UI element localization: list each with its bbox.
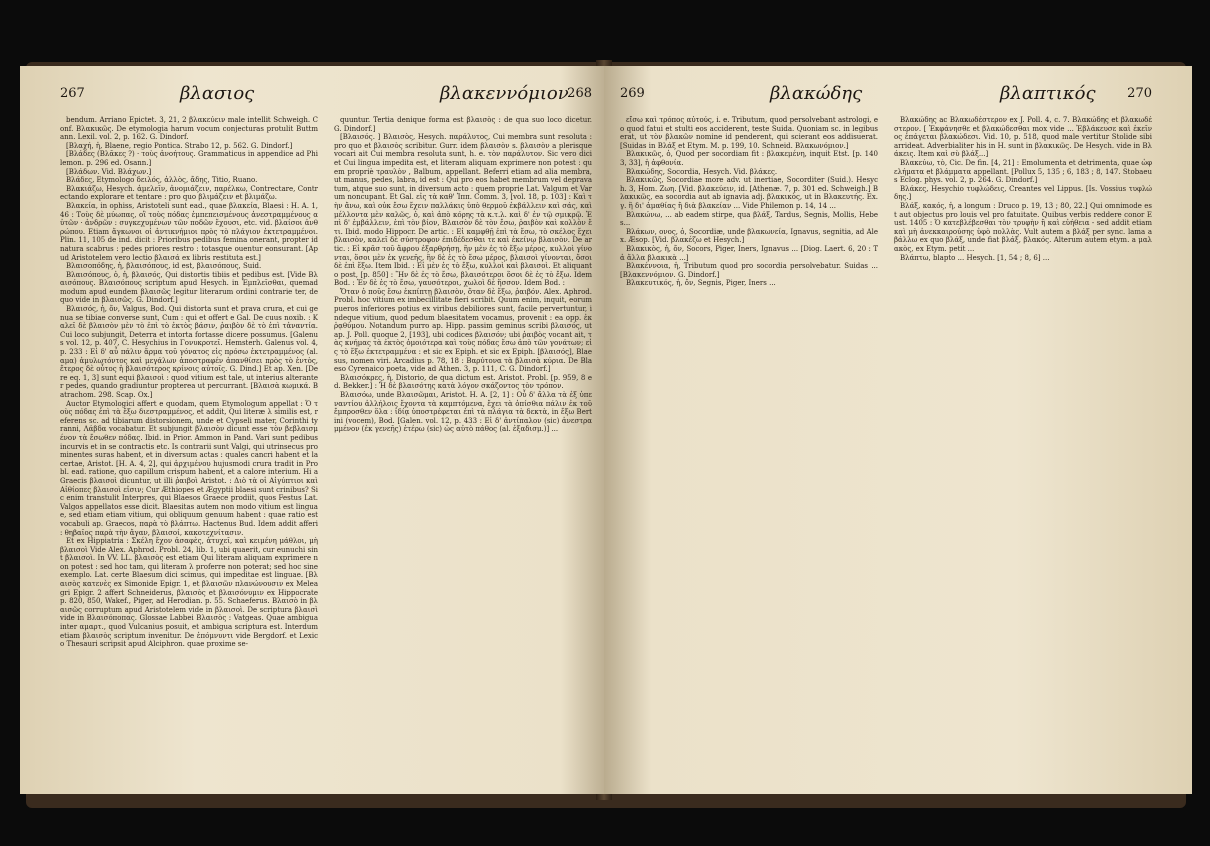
paragraph: Auctor Etymologici affert e quodam, quem Etymologum appellat : Ὁ τοὺς πόδας ἐπὶ τὰ ἔξω διεστραμμένος, et addit, Qui literæ λ similis est, referens sc. ad tibiarum distorsionem, unde et Cypseli mater, Corinthi tyranni, Λάβδα vocabatur. Et subjungit βλαισὸν dicunt esse τὸν βεβλαισμένον τὰ ἔσωθεν πόδας. Ibid. in Prior. Ammon in Pand. Vari sunt pedibus incurvis et in se contractis etc. Is contrarii sunt Valgi, qui utrinsecus prominentes suras habent, et in diversum actas : quales cancri habent et lacertae, Aristot. [H. A. 4, 2], qui ἀρχιμένου hujusmodi crura tradit in Probl. ead. ratione, quo capillum crispum habent, et a calore interium. Hi a Graecis βλαισοὶ dicuntur, ut illi ῥαιβοὶ Aristot. : Διὸ τὰ οἱ Αἰγύπτιοι καὶ Αἰθίοπες βλαισοὶ εἰσιν; Cur Æthiopes et Ægyptii blaesi sunt crinibus? Sic enim transtulit Interpres, qui Blaesos Graece prodiit, quos Festus Lat. Valgos appellatos esse dicit. Blaesitas autem non modo vitium est linguae, sed etiam etiam vitium, qui obliquum genuum habent : quae ratio est vocabuli ap. Graecos, παρὰ τὸ βλάπτω. Hactenus Bud. Idem addit afferi : θηβαῖος παρὰ τὴν ἄγαν, βλαισοί, κακοτεχνίτασιν. [60, 399, 318, 537]
paragraph: [Βλάδες (Βλᾶκες ?) · τοὺς ἀνοήτους. Grammaticus in appendice ad Philemon. p. 296 ed. Osann.] [60, 150, 318, 167]
page-number: 270 [1127, 86, 1152, 101]
paragraph: [Βλαισός. ] Βλαισὸς, Hesych. παράλυτος, Cui membra sunt resoluta : pro quo et βλαισὸς scribitur. Gurr. idem βλαισὸν s. βλαισὸν a plerisque vocari ait Cui membra resoluta sunt, h. e. τὸν παράλυτον. Sic vero dici et Cui lingua impedita est, et literam aliquam exprimere non potest : quem propriè τραυλὸν , Balbum, appellant. Beferri etiam ad alia membra, ut manus, pedes, labra, id est : Qui pro eos habet membrum vel depravatum, atque suo sunt, in diversum acto : quem proprie Lat. Valgum et Varum noncupant. Et Gal. εἰς τὰ καθ' Ἱππ. Comm. 3, [vol. 18, p. 103] : Καὶ τὴν ἄνω, καὶ οὐκ ἔσω ἔχειν παλλάκις ὑπὸ θερμοῦ ἐκβάλλειν καὶ σάς, καὶ μέλλοντα μὲν καλῶς, ὁ, καὶ ἀπὸ κόρης τὰ κ.τ.λ. καὶ δ' ἐν τῷ σμικρῷ. Ἐπὶ δ' ἐμβάλλειν, ἐπὶ τὸν βίον, Βλαισὸν δὲ τὸν ἔσω, ῥαιβὸν καὶ κολλὸν ἔτι. Ibid. modo Hippocr. De artic. : Εἰ καμφθῇ ἐπὶ τὰ ἔσω, τὸ σκέλος ἔχει βλαισὸν, καλεῖ δὲ σύστροφον ἐπιδέδεσθαι τε καὶ ἐκείνῳ βλαισὸν. De artic. : Εἰ κρᾶσ τοῦ ἄφρου ἐξαρθρήσῃ, ἢν μὲν ἐς τὸ ἔξω μέρος, κυλλοὶ γίνονται, ὅσοι μὲν ἐκ γενεῆς, ἢν δὲ ἐς τὸ ἔσω μέρος, βλαισοὶ γίνονται, ὅσοι δὲ ἐπὶ ἔξω. Item Ibid. : Εἰ μὲν ἐς τὸ ἔξω, κυλλοὶ καὶ βλαισοὶ. Et aliquanto post, [p. 850] : Ἢν δὲ ἐς τὸ ἔσω, βλαισότεροι ὅσοι δὲ ἐς τὸ ἔξω. Idem Bod. : Ἐν δὲ ἐς τὸ ἔσω, γαυσότεροι, χωλοὶ δὲ ἥσσον. Idem Bod. : [334, 133, 592, 288]
paragraph: Βλακεία, in ophiss, Aristoteli sunt ead., quae βλακεία, Blaesi : H. A. 1, 46 : Τοὺς δὲ μύωπας, οἳ τοὺς πόδας ἐμπεπεισμένους ἀνεστραμμένους αὐτῶν · ἀνδρῶν : συγκεχυμένων τῶν ποδῶν ἔχουσι, etc. vid. βλαίσοι ἀνθρώπου. Etiam ἄγκωνοι οἱ ἀντικνήμιοι πρὸς τὸ πλάγιον ἐκτετραμμένοι. Plin. 11, 105 de ind. dicit : Prioribus pedibus femina onerant, propter id natura scabrus : pedes priores restro : totasque ouentur eonsurant. [Apud Aristotelem vero lectio βλαισά ex libris restituta est.] [60, 201, 318, 262]
left-page-header [60, 83, 592, 108]
left-page [20, 66, 608, 794]
text-column [894, 116, 1152, 794]
paragraph: Βλακώδης ac Βλακωδέστερον ex J. Poll. 4, c. 7. Βλακώδης et βλακωδέστερον. [ Ἐκφάνησθε et βλακώδεσθαι mox vide ... Ἐβλάκευσε καὶ ἐκεῖνος ἐπάγεται βλακώδεσι. Vid. 10, p. 518, quod male vertitur Stolide sibi arrideat. Adverbialiter his in H. sunt in βλακικῶς. De Hesych. vide in Βλάκεις. Item καὶ σὺ βλάξ...] [894, 116, 1152, 159]
paragraph: Βλαισόπους, ὁ, ἡ, βλαισός, Qui distortis tibiis et pedibus est. [Vide Βλαισόπους. Βλαισόπους scriptum apud Hesych. in Ἐμπλεῖσθαι, quemadmodum apud eundem βλαισῶς legitur literarum ordini contrarie ter, de quo vide in βλαισῶς. G. Dindorf.] [60, 270, 318, 305]
paragraph: Βλακικῶς, ὁ, Quod per socordiam fit : βλακεμένη, inquit Etst. [p. 1403, 33], ἡ ἀφθονία. [620, 150, 878, 167]
catchword: βλασιος [180, 83, 255, 104]
paragraph: Βλακέννοια, ἡ, Tributum quod pro socordia persolvebatur. Suidas ... [Βλακεννόμιον. G. Dindorf.] [620, 262, 878, 279]
paragraph: Βλαισός, ἡ, ὄν, Valgus, Bod. Qui distorta sunt et prava crura, et cui genua se tibiae converse sunt, Cum : qui et offert e Gal. De cuus noxib. : Καλεῖ δὲ βλαισὸν μὲν τὸ ἐπὶ τὸ ἐκτὸς βάσιν, ῥαιβὸν δὲ τὸ ἐπὶ τἀναντία. Cui loco subjungit, Deterra et intorta fortasse dicere possumus. [Galenus vol. 12, p. 407, C. Hesychius in Γονυκροτεῖ. Hemsterh. Galenus vol. 4, p. 233 : Εἰ δ' αὖ πάλιν ἄρμα τοῦ γόνατος εἰς πρόσω ἐκτετραμμένος (al. αμα) ἀμυλωτόντος καὶ μεγάλων ἀποστραφέν ἀπανθίσει πρὸς τὸ ἐντὸς, ἕτερος δὲ οὗτος ἡ βλαισότερος κρίνοις αὐτοῖς. G. Dind.] Et ap. Xen. [De re eq. 1, 3] sunt equi βλαισοὶ : quod vitium est tale, ut interius alteranter pedes, quando gradiuntur propterea ut percurrant. [Βλαισὰ κωμικά. Batrachom. 298. Scap. Ox.] [60, 305, 318, 399]
paragraph: Βλάκων, ονος, ὁ, Socordiæ, unde βλακωνεία, Ignavus, segnitia, ad Alex. Æsop. [Vid. βλακέζω et Hesych.] [620, 227, 878, 245]
catchword: βλακεννόμιον [440, 83, 569, 104]
text-columns [60, 116, 592, 794]
text-column [334, 116, 592, 794]
paragraph: [Βλάδων. Vid. Βλάχων.] [66, 167, 152, 176]
paragraph: εἴσω καὶ τρόπος αὐτούς, i. e. Tributum, quod persolvebant astrologi, eo quod fatui et stulti eos acciderent, teste Suida. Quoniam sc. in legibus erat, ut τὸν βλακῶν nomine id penderent, qui scierant eos addisuerat. [Suidas in Βλάξ et Etym. M. p. 199, 10. Schneid. Βλακωνόμιον.] [620, 116, 878, 150]
right-page-header [620, 83, 1152, 108]
paragraph: quuntur. Tertia denique forma est βλαισὸς : de qua suo loco dicetur. G. Dindorf.] [334, 116, 592, 133]
paragraph: Βλάξ, κακός, ἡ, a longum : Druco p. 19, 13 ; 80, 22.] Qui omnimode est aut objectus pro louis vel pro fatuitate. Quibus verbis reddere conor Eust. 1405 : Ὁ κατεβλέβεσθαι τὸν τρυφὴν ἢ καὶ εὐήθεια - sed addit etiam καὶ μὴ ἀνεκκαιρούσης ὑφὸ πολλὰς. Vult autem a βλάξ per sync. lama a βάλλω ex quo βλάξ, unde fiat βλάξ, βλακός. Alterum autem etym. a μαλακὸς, ex Etym. petit ... [894, 201, 1152, 253]
paragraph: Βλαισόω, unde Βλαισῶμαι, Aristot. H. A. [2, 1] : Οὗ δ' ἄλλα τὰ ἐξ ὑπεναντίου ἀλλήλοις ἔχοντα τὰ καμπτόμενα, ἔχει τὰ ὀπίσθια πάλιν ἐκ τοῦ ἔμπροσθεν ὅλα : ἰδίᾳ ὑποστρέφεται ἐπὶ τὰ πλάγια τὰ δεκτὰ, in ἔξω Bertini (vocem), Bod. [Galen. vol. 12, p. 433 : Εἰ δ' ἀντίπαλον (sic) ἀνεστραμμένον (ἐκ γενεῆς) ἑτέρω (sic) ὡς αὐτὸ πάθος (al. ἐξαδισμ.)] ... [334, 391, 592, 434]
paragraph: Βλάκες, Hesychio τυφλώδεις, Creantes vel Lippus. [Is. Vossius τυφλώδης.] [894, 184, 1152, 202]
text-columns [620, 116, 1152, 794]
paragraph: bendum. Arriano Epictet. 3, 21, 2 βλακεύειν male intellit Schweigh. Conf. Βλακικῶς. De etymologia harum vocum conjecturas protulit Buttmann. Lexil. vol. 2, p. 162. G. Dindorf. [60, 116, 318, 142]
paragraph: Βλακιάζω, Hesych. ἀμελεῖν, ἀνομιάζειν, παρέλκω, Contrectare, Contrectando explorare et tentare : pro quo βλιμάζειν et βλιμάζω. [60, 184, 318, 202]
paragraph: Βλάπτω, blapto ... Hesych. [1, 54 ; 8, 6] ... [900, 253, 1050, 262]
page-number: 267 [60, 86, 85, 101]
paragraph: Βλάδες, Etymologo δειλός, ἀλλὸς, ἄδης, Titio, Ruano. [66, 176, 258, 185]
paragraph: Βλακώδης, Socordia, Hesych. Vid. βλάκες. [626, 167, 778, 176]
paragraph: Βλαισόκρες, ἡ, Distorio, de qua dictum est. Aristot. Probl. [p. 959, 8 ed. Bekker.] : Ἡ δὲ βλαισότης κατὰ λόγον σκάζοντος τὸν τρόπον. [334, 373, 592, 391]
page-number: 268 [567, 86, 592, 101]
catchword: βλακώδης [770, 83, 863, 104]
paragraph: Βλακώνω, ... ab eadem stirpe, qua βλάξ, Tardus, Segnis, Mollis, Hebes... [620, 210, 878, 228]
paragraph: [Βλαχή, ἡ, Blaene, regio Pontica. Strabo 12, p. 562. G. Dindorf.] [66, 141, 293, 150]
paragraph: Βλαισοπόδης, ἡ, βλαισόπους, id est, βλαισόπους, Suid. [66, 262, 262, 271]
paragraph: Βλακικῶς, Socordiae more adv. ut inertiae, Socorditer (Suid.). Hesych. 3, Hom. Ζωη. [Vid. βλακεύειν, id. [Athenæ. 7, p. 301 ed. Schweigh.] Βλακικῶς, ea socordia aut ab ignavia adj. βλακικὸς, ut in Βλακευτής. Ex. γ. ἢ δι' ἀμαθίας ἢ διὰ βλακείαν ... Vide Philemon p. 14, 14 ... [620, 176, 878, 210]
paragraph: Ὄταν ὁ ποῦς ἔσω ἐκπίπτῃ βλαισὸν, ὅταν δὲ ἔξω, ῥαιβόν. Alex. Aphrod. Probl. hoc vitium ex imbecillitate fieri scribit. Quum enim, inquit, eorum pueros inferiores potius ex viribus debiliores sunt, facile pervertuntur, indeque vitium, quod pedum blaesitatem vocamus, provenit : ea opp. ἐκ ῥᾳθύμου. Notandum purro ap. Hipp. passim geminus scribi βλαισός, ut ap. J. Poll. quoque 2, [193], ubi codices βλαισόν; ubi ῥαιβὸς vocant ait, τὰς κνήμας τὰ ἐκτὸς ὁμοιότερα καὶ τοὺς πόδας ἔσω ἀπὸ τῶν γονάτων; εἰς τὸ ἔξω ἐκτετραμμένα : et sic ex Epiph. et sic ex Epiph. [βλαισός], Blaesus, nomen viri. Arcadius p. 78, 18 : Βαρύτονα τὰ βλαισὰ κύρια. De Blaeso Cyrenaico poeta, vide ad Athen. 3, p. 111, C. G. Dindorf.] [334, 287, 592, 374]
paragraph: Βλακευτικός, ἡ, ὄν, Segnis, Piger, Iners ... [626, 279, 776, 288]
paragraph: Βλακεύω, τὸ, Cic. De fin. [4, 21] : Emolumenta et detrimenta, quae ὠφελήματα et βλάμματα appellant. [Pollux 5, 135 ; 6, 183 ; 8, 147. Stobaeus Eclog. phys. vol. 2, p. 264. G. Dindorf.] [894, 158, 1152, 185]
catchword: βλαπτικός [1000, 83, 1096, 104]
text-column [620, 116, 878, 794]
page-number: 269 [620, 86, 645, 101]
right-page [604, 66, 1192, 794]
paragraph: Et ex Hippiatria : Σκέλη ἔχον ἀσαφὲς, ἀτυχεῖ, καὶ κειμένη μάθλοι, μὴ βλαισοὶ Vide Alex. Aphrod. Probl. 24, lib. 1, ubi quaerit, cur eunuchi sint βλαισοὶ. In VV. LL. βλαισὸς est etiam Qui literam aliquam exprimere non potest : sed hoc tam, qui literam λ proferre non poterat; sed hoc sine exemplo. Lat. certe Blaesum dici scimus, qui impeditae est linguae. [Βλαισὸς κατενὲς ex Simonide Epigr. 1, et βλαισῶν πλανώνουσιν ex Meleagri Epigr. 2 affert Schneiderus, βλαισὸς et βλαισόνυμιν ex Hippocrate p. 820, 850, Wakef., Piger, ad Herodian. p. 55. Schaeferus. Βλαισὸ in βλαισῶς corruptum apud Aristotelem vide in βλαισοὶ. De scriptura βλαισὶ vide in Βλαισόποπας. Glossae Labbei Βλαισὸς : Vatgeas. Quae ambigua inter αμαρτ., quod Vulcanius posuit, et ambigua scriptura est. Interdum etiam βλαισὸς scriptum invenitur. De ἐπόμνυντι vide Bergdorf. et Lexico Thesauri scripsit apud Alciphron. quae proxime se- [60, 537, 318, 649]
paragraph: Βλακικὸς, ἡ, ὄν, Socors, Piger, Iners, Ignavus ... [Diog. Laert. 6, 20 : Tἀ ἄλλα βλακικὰ ...] [620, 244, 878, 262]
text-column [60, 116, 318, 794]
